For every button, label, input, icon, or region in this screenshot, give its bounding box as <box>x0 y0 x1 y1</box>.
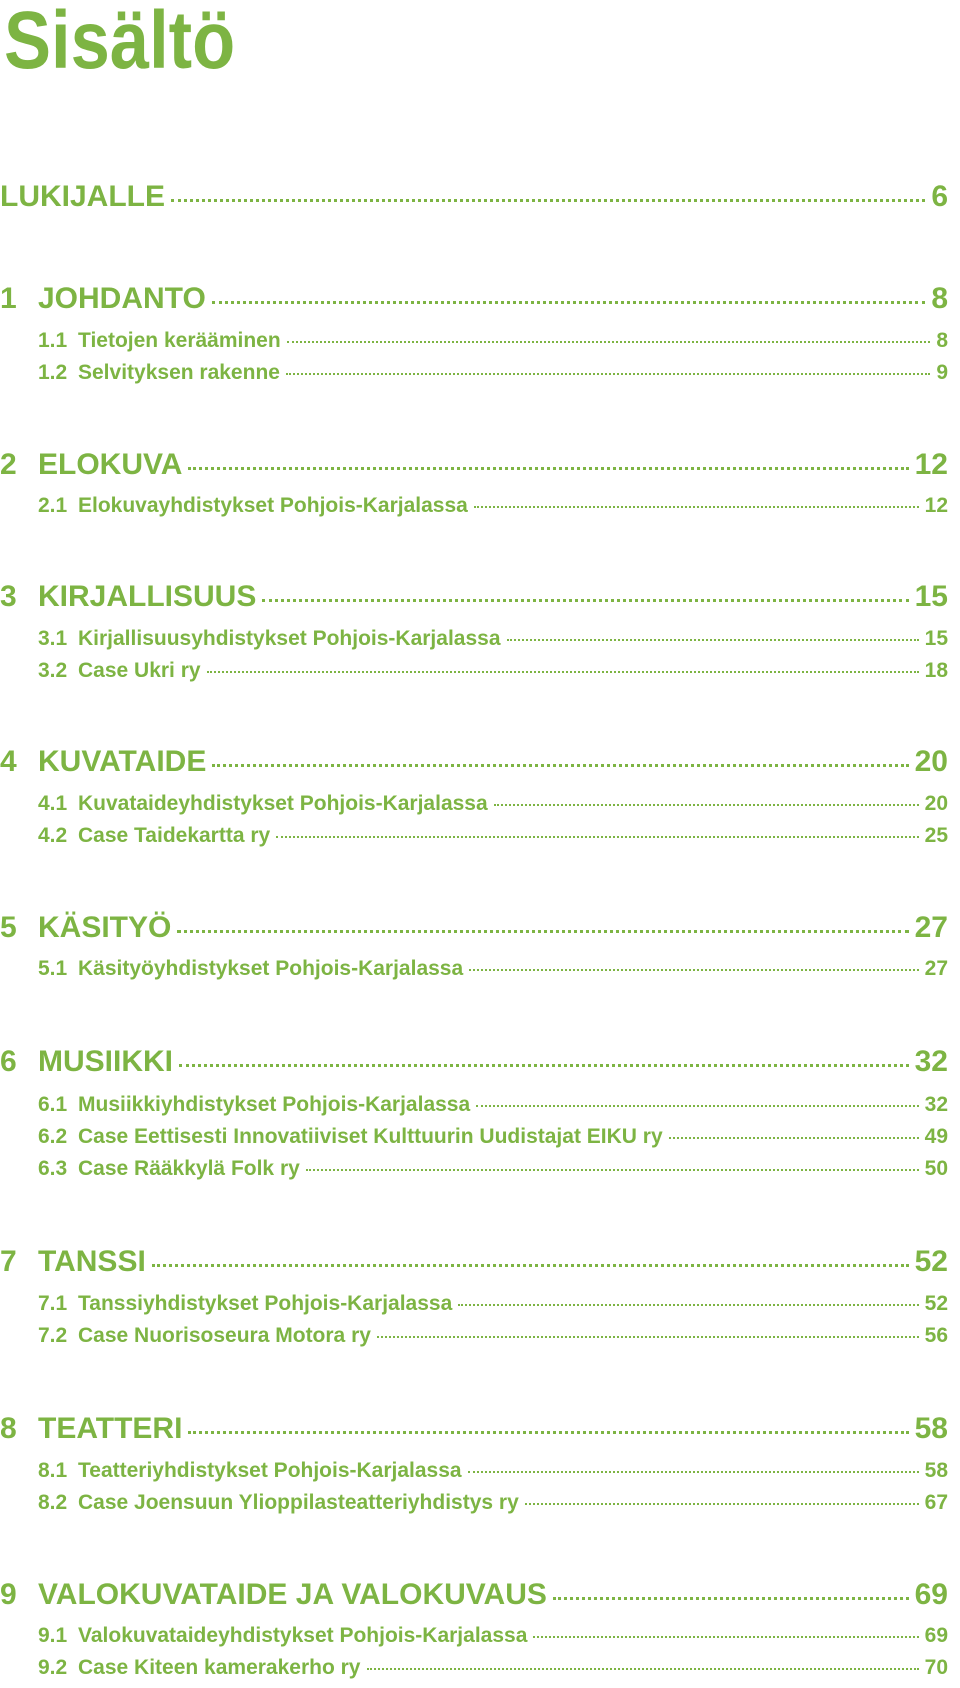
toc-entry-page: 49 <box>924 1125 948 1148</box>
toc-entry-number: 1.2 <box>38 361 68 384</box>
toc-entry-kirjallisuus[interactable] <box>0 580 948 614</box>
toc-entry-text: Tietojen kerääminen <box>78 329 281 352</box>
toc-entry-text: TEATTERI <box>38 1412 183 1445</box>
toc-entry-text: Case Rääkkylä Folk ry <box>78 1157 300 1180</box>
dot-leader <box>152 1264 909 1267</box>
toc-entry-number: 8.1 <box>38 1459 68 1482</box>
dot-leader <box>468 1471 919 1473</box>
toc-entry-number: 6.3 <box>38 1157 68 1180</box>
toc-entry-number: 7.2 <box>38 1324 68 1347</box>
page-title: Sisältö <box>4 0 236 86</box>
toc-entry-page: 25 <box>924 824 948 847</box>
toc-entry-page: 27 <box>914 911 948 944</box>
toc-entry-number: 1.1 <box>38 329 68 352</box>
toc-entry-number: 9.2 <box>38 1656 68 1679</box>
toc-entry-lukijalle[interactable] <box>0 180 948 214</box>
toc-entry-7-2[interactable] <box>38 1324 948 1348</box>
toc-entry-text: Musiikkiyhdistykset Pohjois-Karjalassa <box>78 1093 471 1116</box>
dot-leader <box>553 1597 909 1600</box>
toc-entry-text: Case Nuorisoseura Motora ry <box>78 1324 371 1347</box>
toc-entry-page: 18 <box>924 659 948 682</box>
toc-entry-3-1[interactable] <box>38 627 948 651</box>
toc-entry-page: 67 <box>924 1491 948 1514</box>
toc-entry-text: Case Eettisesti Innovatiiviset Kulttuurin Uudistajat EIKU ry <box>78 1125 663 1148</box>
toc-entry-text: KÄSITYÖ <box>38 911 172 944</box>
toc-entry-text: Tanssiyhdistykset Pohjois-Karjalassa <box>78 1292 453 1315</box>
toc-entry-number: 1 <box>0 282 17 315</box>
toc-entry-page: 8 <box>931 282 948 315</box>
toc-entry-text: Teatteriyhdistykset Pohjois-Karjalassa <box>78 1459 462 1482</box>
dot-leader <box>507 639 919 641</box>
toc-entry-page: 12 <box>924 494 948 517</box>
toc-entry-number: 8 <box>0 1412 17 1445</box>
dot-leader <box>212 764 908 767</box>
dot-leader <box>469 969 918 971</box>
toc-entry-text: Kuvataideyhdistykset Pohjois-Karjalassa <box>78 792 488 815</box>
dot-leader <box>474 506 919 508</box>
toc-entry-page: 15 <box>914 580 948 613</box>
dot-leader <box>171 199 925 202</box>
toc-entry-page: 20 <box>924 792 948 815</box>
toc-entry-number: 6.2 <box>38 1125 68 1148</box>
toc-entry-page: 50 <box>924 1157 948 1180</box>
toc-entry-1-2[interactable] <box>38 361 948 385</box>
dot-leader <box>533 1636 918 1638</box>
dot-leader <box>188 1431 908 1434</box>
toc-entry-text: Kirjallisuusyhdistykset Pohjois-Karjalassa <box>78 627 501 650</box>
dot-leader <box>458 1304 918 1306</box>
toc-entry-page: 58 <box>924 1459 948 1482</box>
toc-entry-8-1[interactable] <box>38 1459 948 1483</box>
dot-leader <box>207 671 919 673</box>
dot-leader <box>525 1503 919 1505</box>
toc-entry-number: 3.2 <box>38 659 68 682</box>
toc-entry-7-1[interactable] <box>38 1292 948 1316</box>
toc-entry-number: 8.2 <box>38 1491 68 1514</box>
toc-entry-text: ELOKUVA <box>38 448 183 481</box>
toc-entry-kasityo[interactable] <box>0 911 948 945</box>
toc-entry-number: 7.1 <box>38 1292 68 1315</box>
toc-entry-page: 52 <box>924 1292 948 1315</box>
toc-entry-page: 15 <box>924 627 948 650</box>
toc-entry-page: 20 <box>914 745 948 778</box>
toc-entry-text: Case Joensuun Ylioppilasteatteriyhdistys ry <box>78 1491 519 1514</box>
toc-entry-page: 32 <box>924 1093 948 1116</box>
toc-entry-6-1[interactable] <box>38 1093 948 1117</box>
dot-leader <box>287 341 931 343</box>
toc-entry-text: Case Taidekartta ry <box>78 824 271 847</box>
toc-entry-johdanto[interactable] <box>0 282 948 316</box>
toc-entry-4-2[interactable] <box>38 824 948 848</box>
toc-entry-tanssi[interactable] <box>0 1245 948 1279</box>
toc-entry-text: Case Ukri ry <box>78 659 201 682</box>
toc-entry-page: 56 <box>924 1324 948 1347</box>
toc-entry-text: JOHDANTO <box>38 282 206 315</box>
toc-entry-number: 3.1 <box>38 627 68 650</box>
toc-entry-6-3[interactable] <box>38 1157 948 1181</box>
dot-leader <box>367 1668 919 1670</box>
toc-entry-number: 6 <box>0 1045 17 1078</box>
toc-entry-page: 6 <box>931 180 948 213</box>
toc-entry-number: 5.1 <box>38 957 68 980</box>
toc-entry-number: 4 <box>0 745 17 778</box>
toc-entry-number: 9.1 <box>38 1624 68 1647</box>
toc-entry-1-1[interactable] <box>38 329 948 353</box>
toc-entry-text: Valokuvataideyhdistykset Pohjois-Karjalassa <box>78 1624 528 1647</box>
toc-entry-text: Käsityöyhdistykset Pohjois-Karjalassa <box>78 957 464 980</box>
dot-leader <box>306 1169 919 1171</box>
dot-leader <box>286 373 930 375</box>
toc-entry-number: 6.1 <box>38 1093 68 1116</box>
toc-entry-elokuva[interactable] <box>0 448 948 482</box>
toc-entry-page: 27 <box>924 957 948 980</box>
toc-entry-6-2[interactable] <box>38 1125 948 1149</box>
toc-entry-page: 70 <box>924 1656 948 1679</box>
toc-entry-teatteri[interactable] <box>0 1412 948 1446</box>
toc-entry-4-1[interactable] <box>38 792 948 816</box>
toc-entry-number: 3 <box>0 580 17 613</box>
toc-entry-number: 7 <box>0 1245 17 1278</box>
toc-entry-page: 69 <box>914 1578 948 1611</box>
toc-entry-3-2[interactable] <box>38 659 948 683</box>
toc-entry-page: 69 <box>924 1624 948 1647</box>
toc-entry-text: MUSIIKKI <box>38 1045 173 1078</box>
dot-leader <box>276 836 918 838</box>
toc-entry-text: KIRJALLISUUS <box>38 580 257 613</box>
toc-entry-text: VALOKUVATAIDE JA VALOKUVAUS <box>38 1578 547 1611</box>
toc-entry-number: 4.2 <box>38 824 68 847</box>
dot-leader <box>177 930 908 933</box>
toc-entry-9-1[interactable] <box>38 1624 948 1648</box>
toc-entry-number: 2.1 <box>38 494 68 517</box>
dot-leader <box>212 301 926 304</box>
toc-entry-page: 8 <box>936 329 948 352</box>
dot-leader <box>179 1064 909 1067</box>
toc-entry-page: 52 <box>914 1245 948 1278</box>
toc-entry-text: Selvityksen rakenne <box>78 361 280 384</box>
toc-entry-text: TANSSI <box>38 1245 146 1278</box>
dot-leader <box>494 804 919 806</box>
toc-entry-valokuvataide[interactable] <box>0 1578 948 1612</box>
dot-leader <box>476 1105 918 1107</box>
dot-leader <box>262 599 908 602</box>
toc-entry-number: 9 <box>0 1578 17 1611</box>
toc-entry-text: KUVATAIDE <box>38 745 207 778</box>
toc-entry-musiikki[interactable] <box>0 1045 948 1079</box>
toc-entry-5-1[interactable] <box>38 957 948 981</box>
dot-leader <box>188 467 908 470</box>
toc-entry-text: Case Kiteen kamerakerho ry <box>78 1656 361 1679</box>
toc-entry-number: 4.1 <box>38 792 68 815</box>
toc-entry-9-2[interactable] <box>38 1656 948 1680</box>
toc-entry-page: 58 <box>914 1412 948 1445</box>
toc-entry-2-1[interactable] <box>38 494 948 518</box>
toc-entry-text: Elokuvayhdistykset Pohjois-Karjalassa <box>78 494 468 517</box>
dot-leader <box>377 1336 919 1338</box>
toc-entry-page: 12 <box>914 448 948 481</box>
toc-entry-number: 2 <box>0 448 17 481</box>
toc-entry-8-2[interactable] <box>38 1491 948 1515</box>
dot-leader <box>669 1137 919 1139</box>
toc-entry-page: 9 <box>936 361 948 384</box>
toc-entry-text: LUKIJALLE <box>0 180 165 213</box>
toc-entry-number: 5 <box>0 911 17 944</box>
toc-entry-page: 32 <box>914 1045 948 1078</box>
toc-entry-kuvataide[interactable] <box>0 745 948 779</box>
